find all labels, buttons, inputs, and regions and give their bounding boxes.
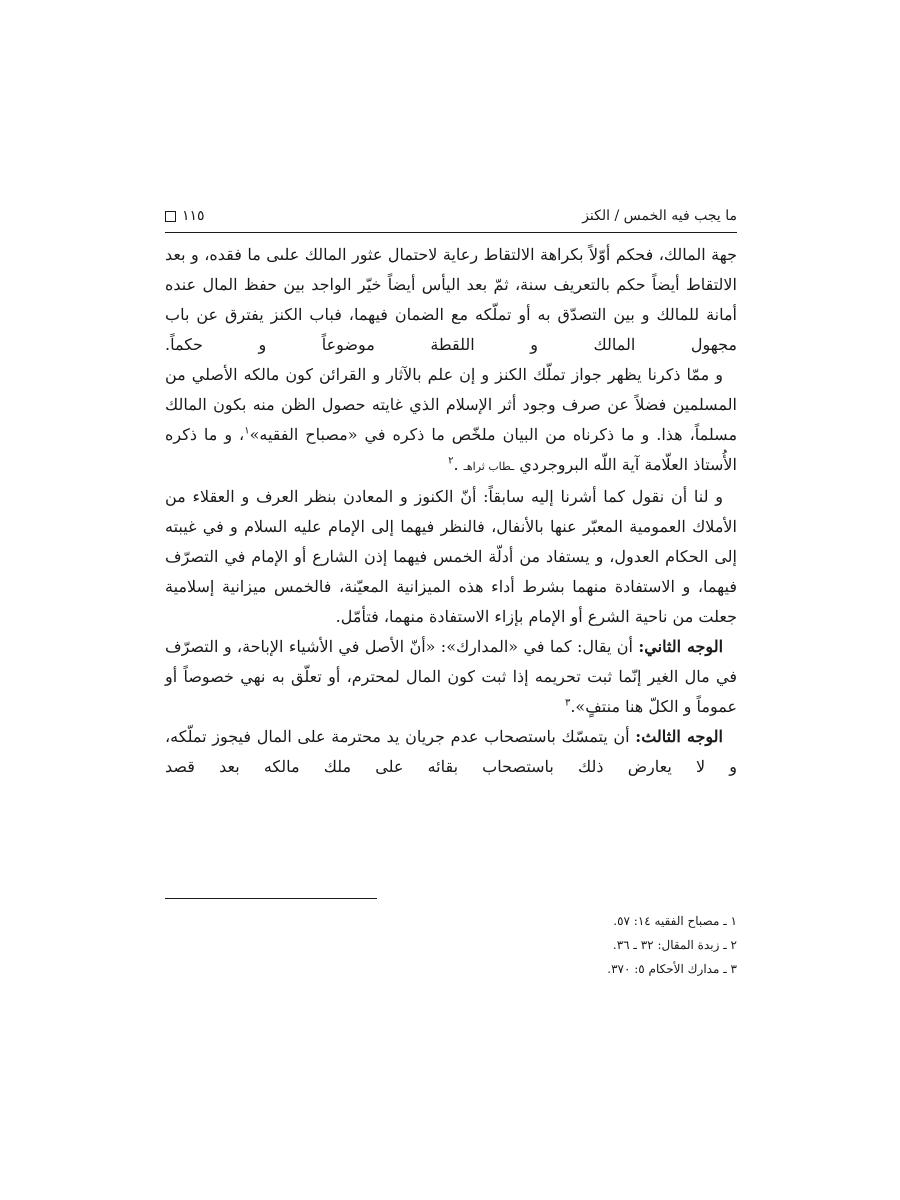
section-heading-second-aspect: الوجه الثاني: [638, 637, 724, 656]
footnote-3: ٣ ـ مدارك الأحكام ٥: ٣٧٠. [607, 962, 737, 976]
paragraph-1 [165, 240, 737, 360]
paragraph-1-line-3: حفظ المال عنده أمانة للمالك و بين التصدّق به أو تملّكه مع الضمان فيهما، فباب [165, 275, 737, 324]
paragraph-2-text-a: و ممّا ذكرنا يظهر جواز تملّك الكنز و إن علم بالآثار و القرائن كون مالكه الأصلي من المسلمين فضلاً عن صرف وجود أثر الإسلام الذي غايته حصول الظن منه بكون المالك مسلماً، هذا. و ما ذكرناه من البيان ملخّص ما ذكره في «مصباح الفقيه» [165, 365, 738, 444]
running-head [165, 196, 737, 236]
footnote-2: ٢ ـ زبدة المقال: ٣٢ ـ ٣٦. [612, 938, 737, 952]
page-number: ١١٥ [182, 208, 205, 224]
paragraph-1-line-1: جهة المالك، فحكم أوّلاً بكراهة الالتقاط رعاية لاحتمال عثور المالك علىى ما [247, 245, 738, 264]
header-rule [165, 232, 737, 233]
footnote-ref-3: ٣ [564, 697, 571, 709]
footnote-rule [165, 898, 377, 899]
paragraph-2 [165, 360, 737, 482]
body-text [165, 240, 737, 782]
footnote-ref-2: ٢ [448, 455, 454, 467]
honorific-note: ـطاب ثراهـ [463, 460, 515, 473]
paragraph-1-line-2: فقده، و بعد الالتقاط أيضاً حكم بالتعريف سنة، ثمّ بعد اليأس أيضاً خيّر الواجد بين [165, 245, 737, 294]
paragraph-5-text: أن يتمسّك باستصحاب عدم جريان يد محترمة على المال فيجوز تملّكه، و لا يعارض ذلك باستصحاب بقائه على ملك مالكه بعد قصد [165, 727, 737, 776]
section-heading-third-aspect: الوجه الثالث: [635, 727, 723, 746]
running-head-title: ما يجب فيه الخمس / الكنز [582, 208, 737, 224]
footnotes [165, 909, 737, 981]
square-outline-icon [165, 211, 176, 222]
footnote-1: ١ ـ مصباح الفقيه ١٤: ٥٧. [613, 914, 737, 928]
page-number-group [165, 208, 205, 224]
paragraph-2-text-c: . [453, 455, 464, 474]
footnote-ref-1: ١ [244, 425, 250, 437]
paragraph-2-text-b: ، و ما ذكره الأُستاذ العلّامة آية اللّه البروجردي [165, 425, 737, 474]
paragraph-5 [165, 722, 737, 782]
book-page [165, 196, 738, 976]
paragraph-3: و لنا أن نقول كما أشرنا إليه سابقاً: أنّ الكنوز و المعادن بنظر العرف و العقلاء من الأملاك العمومية المعبّر عنها بالأنفال، فالنظر فيهما إلى الإمام عليه السلام و في غيبته إلى الحكام العدول، و يستفاد من أدلّة الخمس فيهما إذن الشارع أو الإمام في التصرّف فيهما، و الاستفادة منهما بشرط أداء هذه الميزانية المعيّنة، فالخمس ميزانية إسلامية جعلت من ناحية الشرع أو الإمام بإزاء الاستفادة منهما، فتأمّل. [165, 487, 737, 626]
paragraph-1-line-4: الكنز يفترق عن باب مجهول المالك و اللقطة موضوعاً و حكماً. [165, 305, 737, 354]
paragraph-4 [165, 632, 737, 722]
paragraph-4-text: أن يقال: كما في «المدارك»: «أنّ الأصل في الأشياء الإباحة، و التصرّف في مال الغير إنّما ثبت تحريمه إذا ثبت كون المال لمحترم، أو تعلّق به نهي خصوصاً أو عموماً و الكلّ هنا منتفٍ». [165, 637, 737, 716]
